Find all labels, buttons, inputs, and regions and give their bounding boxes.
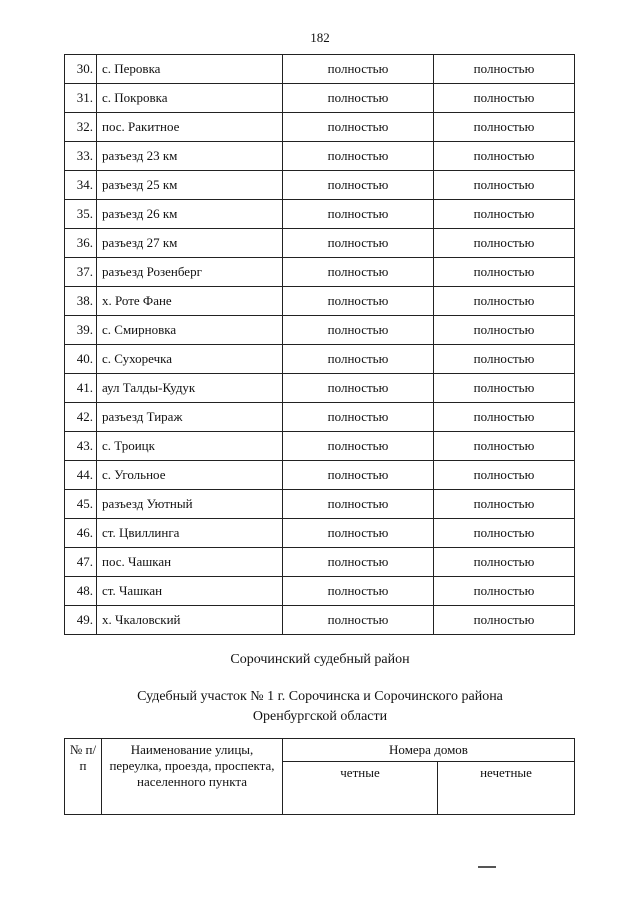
table-row — [65, 55, 575, 84]
even-houses: полностью — [283, 403, 434, 432]
table-row — [65, 171, 575, 200]
plot-title-line2: Оренбургской области — [252, 709, 388, 724]
row-number: 33. — [65, 142, 97, 171]
even-houses: полностью — [283, 577, 434, 606]
odd-houses: полностью — [434, 113, 575, 142]
row-number: 36. — [65, 229, 97, 258]
table-row — [65, 519, 575, 548]
table-row — [65, 606, 575, 635]
row-number: 42. — [65, 403, 97, 432]
table-row — [65, 548, 575, 577]
row-number: 41. — [65, 374, 97, 403]
even-houses: полностью — [283, 84, 434, 113]
odd-houses: полностью — [434, 200, 575, 229]
header-even: четные — [283, 762, 438, 815]
even-houses: полностью — [283, 258, 434, 287]
odd-houses: полностью — [434, 55, 575, 84]
locality-name: разъезд 23 км — [97, 142, 283, 171]
even-houses: полностью — [283, 229, 434, 258]
odd-houses: полностью — [434, 577, 575, 606]
odd-houses: полностью — [434, 519, 575, 548]
streets-table-header — [64, 738, 575, 815]
odd-houses: полностью — [434, 490, 575, 519]
locality-name: х. Роте Фане — [97, 287, 283, 316]
locality-name: разъезд Уютный — [97, 490, 283, 519]
odd-houses: полностью — [434, 316, 575, 345]
even-houses: полностью — [283, 142, 434, 171]
table-row — [65, 84, 575, 113]
row-number: 48. — [65, 577, 97, 606]
plot-title-line1: Судебный участок № 1 г. Сорочинска и Сорочинского района — [137, 689, 503, 704]
table-row — [65, 113, 575, 142]
table-row — [65, 316, 575, 345]
odd-houses: полностью — [434, 432, 575, 461]
page-number: 182 — [310, 30, 330, 45]
row-number: 30. — [65, 55, 97, 84]
table-row — [65, 432, 575, 461]
even-houses: полностью — [283, 113, 434, 142]
table-row — [65, 374, 575, 403]
row-number: 35. — [65, 200, 97, 229]
odd-houses: полностью — [434, 374, 575, 403]
locality-name: разъезд Тираж — [97, 403, 283, 432]
header-num: № п/п — [65, 739, 102, 815]
locality-name: с. Покровка — [97, 84, 283, 113]
table-row — [65, 461, 575, 490]
locality-name: с. Смирновка — [97, 316, 283, 345]
odd-houses: полностью — [434, 606, 575, 635]
locality-name: с. Перовка — [97, 55, 283, 84]
odd-houses: полностью — [434, 171, 575, 200]
table-row — [65, 287, 575, 316]
odd-houses: полностью — [434, 258, 575, 287]
locality-name: ст. Чашкан — [97, 577, 283, 606]
localities-table — [64, 54, 575, 635]
header-odd: нечетные — [438, 762, 575, 815]
row-number: 45. — [65, 490, 97, 519]
row-number: 32. — [65, 113, 97, 142]
table-row — [65, 577, 575, 606]
row-number: 47. — [65, 548, 97, 577]
odd-houses: полностью — [434, 548, 575, 577]
header-houses: Номера домов — [283, 739, 575, 762]
table-row — [65, 490, 575, 519]
even-houses: полностью — [283, 316, 434, 345]
odd-houses: полностью — [434, 142, 575, 171]
even-houses: полностью — [283, 461, 434, 490]
odd-houses: полностью — [434, 84, 575, 113]
table-row — [65, 142, 575, 171]
even-houses: полностью — [283, 55, 434, 84]
table-row — [65, 403, 575, 432]
header-name: Наименование улицы, переулка, проезда, проспекта, населенного пункта — [102, 739, 283, 815]
locality-name: разъезд 27 км — [97, 229, 283, 258]
plot-title — [0, 687, 640, 727]
even-houses: полностью — [283, 490, 434, 519]
row-number: 43. — [65, 432, 97, 461]
even-houses: полностью — [283, 606, 434, 635]
locality-name: пос. Ракитное — [97, 113, 283, 142]
locality-name: аул Талды-Кудук — [97, 374, 283, 403]
row-number: 44. — [65, 461, 97, 490]
row-number: 49. — [65, 606, 97, 635]
locality-name: х. Чкаловский — [97, 606, 283, 635]
row-number: 40. — [65, 345, 97, 374]
row-number: 37. — [65, 258, 97, 287]
locality-name: с. Угольное — [97, 461, 283, 490]
table-row — [65, 258, 575, 287]
even-houses: полностью — [283, 287, 434, 316]
locality-name: с. Сухоречка — [97, 345, 283, 374]
odd-houses: полностью — [434, 287, 575, 316]
locality-name: пос. Чашкан — [97, 548, 283, 577]
even-houses: полностью — [283, 519, 434, 548]
even-houses: полностью — [283, 200, 434, 229]
even-houses: полностью — [283, 345, 434, 374]
odd-houses: полностью — [434, 403, 575, 432]
odd-houses: полностью — [434, 461, 575, 490]
locality-name: разъезд 26 км — [97, 200, 283, 229]
table-row — [65, 229, 575, 258]
localities-table-body — [65, 55, 575, 635]
table-row — [65, 200, 575, 229]
odd-houses: полностью — [434, 345, 575, 374]
district-title: Сорочинский судебный район — [230, 652, 410, 667]
even-houses: полностью — [283, 432, 434, 461]
row-number: 38. — [65, 287, 97, 316]
scan-mark — [478, 866, 496, 868]
locality-name: с. Троицк — [97, 432, 283, 461]
table-row — [65, 345, 575, 374]
row-number: 46. — [65, 519, 97, 548]
odd-houses: полностью — [434, 229, 575, 258]
locality-name: разъезд 25 км — [97, 171, 283, 200]
locality-name: ст. Цвиллинга — [97, 519, 283, 548]
even-houses: полностью — [283, 548, 434, 577]
row-number: 39. — [65, 316, 97, 345]
even-houses: полностью — [283, 374, 434, 403]
row-number: 34. — [65, 171, 97, 200]
locality-name: разъезд Розенберг — [97, 258, 283, 287]
even-houses: полностью — [283, 171, 434, 200]
row-number: 31. — [65, 84, 97, 113]
